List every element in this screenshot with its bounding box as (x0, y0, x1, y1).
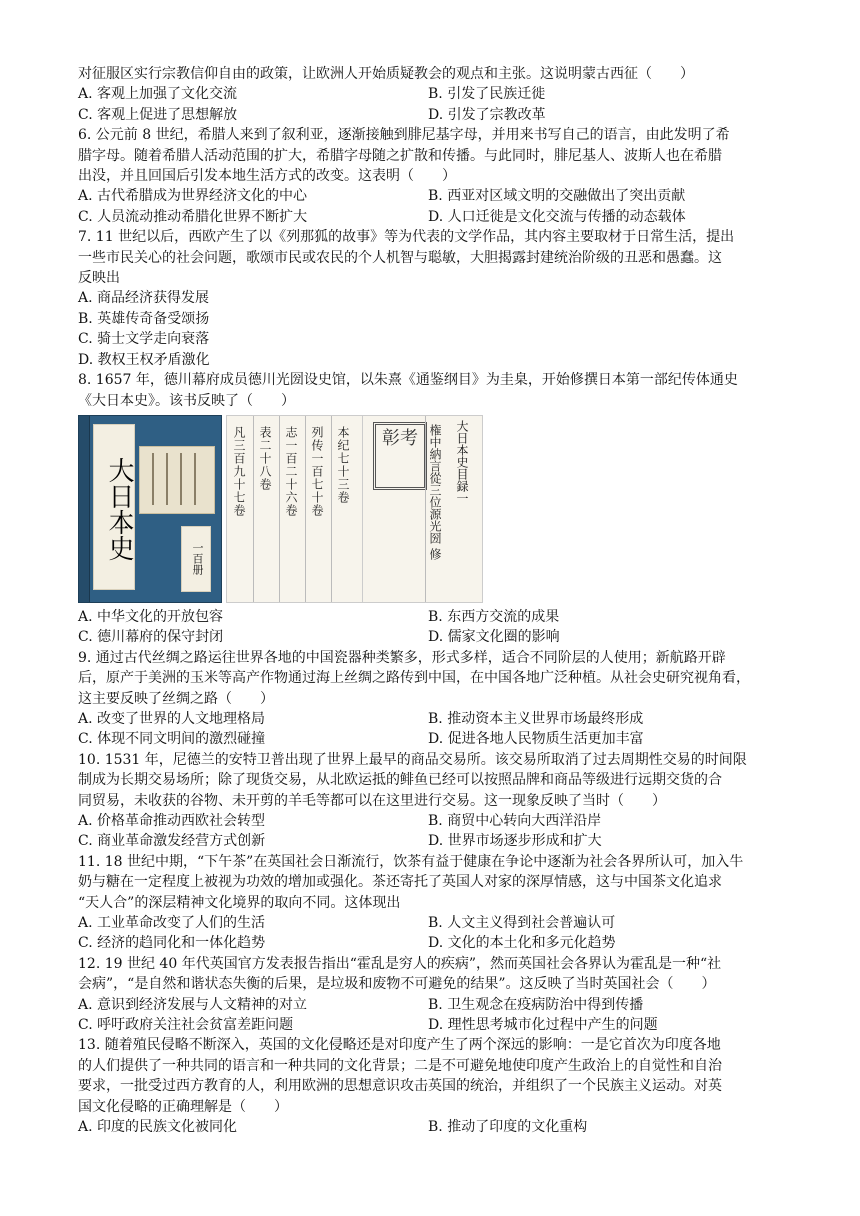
question-6-line-1: 6. 公元前 8 世纪，希腊人来到了叙利亚，逐渐接触到腓尼基字母，并用来书写自己的语言，由此发明了希 (78, 127, 730, 144)
question-7-line-3: 反映出 (78, 270, 120, 287)
toc-column: 表二十八卷 (258, 425, 272, 491)
option-b[interactable]: B. 人文主义得到社会普遍认可 (428, 915, 616, 931)
question-9-options-row-1 (78, 709, 782, 729)
question-11-line-3: “天人合”的深层精神文化境界的取向不同。这体现出 (78, 894, 401, 911)
option-c[interactable]: C. 体现不同文明间的激烈碰撞 (78, 731, 266, 748)
option-d[interactable]: D. 理性思考城市化过程中产生的问题 (428, 1017, 658, 1034)
question-8-options-row-2 (78, 627, 782, 647)
question-8-line-1: 8. 1657 年，德川幕府成员德川光圀设史馆，以朱熹《通鉴纲目》为圭臬，开始修撰日本第一部纪传体通史 (78, 372, 738, 389)
question-10-line-3: 同贸易，未收获的谷物、未开剪的羊毛等都可以在这里进行交易。这一现象反映了当时（ ） (78, 792, 666, 809)
toc-column: 凡三百九十七卷 (232, 425, 246, 517)
book-cover-title: 大日本史 (93, 424, 135, 590)
inner-page (362, 415, 444, 603)
question-8-options-row-1 (78, 607, 782, 627)
option-a[interactable]: A. 改变了世界的人文地理格局 (78, 710, 266, 727)
toc-column: 列传一百七十卷 (310, 425, 324, 517)
question-10-options-row-1 (78, 811, 782, 831)
question-6-line-2: 腊字母。随着希腊人活动范围的扩大，希腊字母随之扩散和传播。与此同时，腓尼基人、波斯人也在希腊 (78, 147, 722, 164)
option-c[interactable]: C. 客观上促进了思想解放 (78, 106, 238, 123)
question-11-line-2: 奶与糖在一定程度上被视为功效的增加或强化。茶还寄托了英国人对家的深厚情感，这与中国茶文化追求 (78, 874, 722, 891)
toc-column: 本纪七十三卷 (336, 425, 350, 504)
question-13-options-row-1 (78, 1117, 782, 1137)
question-11-options-row-2 (78, 933, 782, 953)
question-10-options-row-2 (78, 831, 782, 851)
option-d[interactable]: D. 教权王权矛盾激化 (78, 351, 210, 368)
question-11-options-row-1 (78, 913, 782, 933)
question-9-line-3: 这主要反映了丝绸之路（ ） (78, 690, 274, 707)
option-d[interactable]: D. 促进各地人民物质生活更加丰富 (428, 731, 644, 748)
question-5-options-row-1 (78, 84, 782, 104)
question-10-line-1: 10. 1531 年，尼德兰的安特卫普出现了世界上最早的商品交易所。该交易所取消了过去周期性交易的时间限 (78, 751, 747, 768)
question-8-line-2: 《大日本史》。该书反映了（ ） (78, 392, 295, 409)
question-6-line-3: 出没，并且回国后引发本地生活方式的改变。这表明（ ） (78, 168, 456, 185)
option-c[interactable]: C. 商业革命激发经营方式创新 (78, 833, 266, 850)
option-b[interactable]: B. 推动了印度的文化重构 (428, 1119, 588, 1136)
option-a[interactable]: A. 古代希腊成为世界经济文化的中心 (78, 188, 308, 205)
option-d[interactable]: D. 世界市场逐步形成和扩大 (428, 833, 602, 850)
question-9-line-1: 9. 通过古代丝绸之路运往世界各地的中国瓷器种类繁多，形式多样，适合不同阶层的人使用；新航路开辟 (78, 649, 726, 666)
option-a[interactable]: A. 意识到经济发展与人文精神的对立 (78, 996, 308, 1013)
option-b[interactable]: B. 商贸中心转向大西洋沿岸 (428, 812, 602, 829)
question-7-line-2: 一些市民关心的社会问题，歌颂市民或农民的个人机智与聪敏，大胆揭露封建统治阶级的丑恶和愚蠢。这 (78, 249, 722, 266)
question-11-line-1: 11. 18 世纪中期，“下午茶”在英国社会日渐流行，饮茶有益于健康在争论中逐渐为社会各界所认可，加入牛 (78, 853, 744, 870)
option-a[interactable]: A. 客观上加强了文化交流 (78, 86, 238, 103)
option-b[interactable]: B. 引发了民族迁徙 (428, 86, 546, 103)
question-12-options-row-2 (78, 1015, 782, 1035)
option-b[interactable]: B. 推动资本主义世界市场最终形成 (428, 710, 644, 727)
question-5-options-row-2 (78, 105, 782, 125)
question-13-line-4: 国文化侵略的正确理解是（ ） (78, 1098, 288, 1115)
option-b[interactable]: B. 东西方交流的成果 (428, 608, 560, 625)
option-a[interactable]: A. 商品经济获得发展 (78, 290, 210, 307)
option-a[interactable]: A. 印度的民族文化被同化 (78, 1119, 238, 1136)
option-b[interactable]: B. 英雄传奇备受颂扬 (78, 310, 210, 327)
seal-stamp: 彰考 (373, 422, 427, 490)
option-c[interactable]: C. 人员流动推动希腊化世界不断扩大 (78, 208, 308, 225)
option-a[interactable]: A. 价格革命推动西欧社会转型 (78, 812, 266, 829)
toc-column: 志一百二十六卷 (284, 425, 298, 517)
book-binding (79, 416, 90, 602)
question-6-options-row-2 (78, 207, 782, 227)
option-c[interactable]: C. 呼吁政府关注社会贫富差距问题 (78, 1017, 294, 1034)
question-5-stem: 对征服区实行宗教信仰自由的政策，让欧洲人开始质疑教会的观点和主张。这说明蒙古西征（ ） (78, 66, 694, 82)
book-cover-image (78, 415, 222, 603)
question-13-line-2: 的人们提供了一种共同的语言和一种共同的文化背景；二是不可避免地使印度产生政治上的自觉性和自治 (78, 1057, 722, 1074)
question-13-line-3: 要求，一批受过西方教育的人，利用欧洲的思想意识攻击英国的统治，并组织了一个民族主义运动。对英 (78, 1078, 722, 1095)
inner-page-heading: 大日本史目録一 (455, 419, 469, 504)
question-12-options-row-1 (78, 995, 782, 1015)
option-d[interactable]: D. 儒家文化圈的影响 (428, 629, 560, 646)
question-9-options-row-2 (78, 729, 782, 749)
table-of-contents-page (226, 415, 363, 603)
question-10-line-2: 制成为长期交易场所；除了现货交易，从北欧运抵的鲱鱼已经可以按照品牌和商品等级进行远期交货的合 (78, 772, 722, 789)
question-12-line-1: 12. 19 世纪 40 年代英国官方发表报告指出“霍乱是穷人的疾病”，然而英国社会各界认为霍乱是一种“社 (78, 955, 722, 972)
book-cover-tag: 一百册 (181, 526, 211, 592)
option-c[interactable]: C. 德川幕府的保守封闭 (78, 629, 224, 646)
question-6-options-row-1 (78, 186, 782, 206)
option-d[interactable]: D. 人口迁徙是文化交流与传播的动态载体 (428, 208, 686, 225)
question-13-line-1: 13. 随着殖民侵略不断深入，英国的文化侵略还是对印度产生了两个深远的影响：一是它首次为印度各地 (78, 1037, 721, 1054)
option-b[interactable]: B. 卫生观念在疫病防治中得到传播 (428, 996, 644, 1013)
option-c[interactable]: C. 经济的趋同化和一体化趋势 (78, 935, 266, 952)
question-9-line-2: 后，原产于美洲的玉米等高产作物通过海上丝绸之路传到中国，在中国各地广泛种植。从社会史研究视角看， (78, 670, 750, 687)
option-d[interactable]: D. 文化的本土化和多元化趋势 (428, 935, 616, 952)
option-d[interactable]: D. 引发了宗教改革 (428, 106, 546, 123)
option-c[interactable]: C. 骑士文学走向衰落 (78, 331, 210, 348)
book-cover-panel (139, 446, 215, 514)
inner-page-right (442, 415, 483, 603)
option-b[interactable]: B. 西亚对区域文明的交融做出了突出贡献 (428, 188, 686, 205)
inner-page-text: 権中納言從三位源光圀 修 (428, 423, 442, 560)
dainihonshi-figure (78, 415, 782, 603)
question-7-line-1: 7. 11 世纪以后，西欧产生了以《列那狐的故事》等为代表的文学作品，其内容主要取材于日常生活，提出 (78, 229, 735, 246)
exam-page (78, 64, 782, 1137)
option-a[interactable]: A. 中华文化的开放包容 (78, 608, 224, 625)
question-12-line-2: 会病”，“是自然和谐状态失衡的后果，是垃圾和废物不可避免的结果”。这反映了当时英国社会（ ） (78, 976, 716, 993)
option-a[interactable]: A. 工业革命改变了人们的生活 (78, 915, 266, 931)
